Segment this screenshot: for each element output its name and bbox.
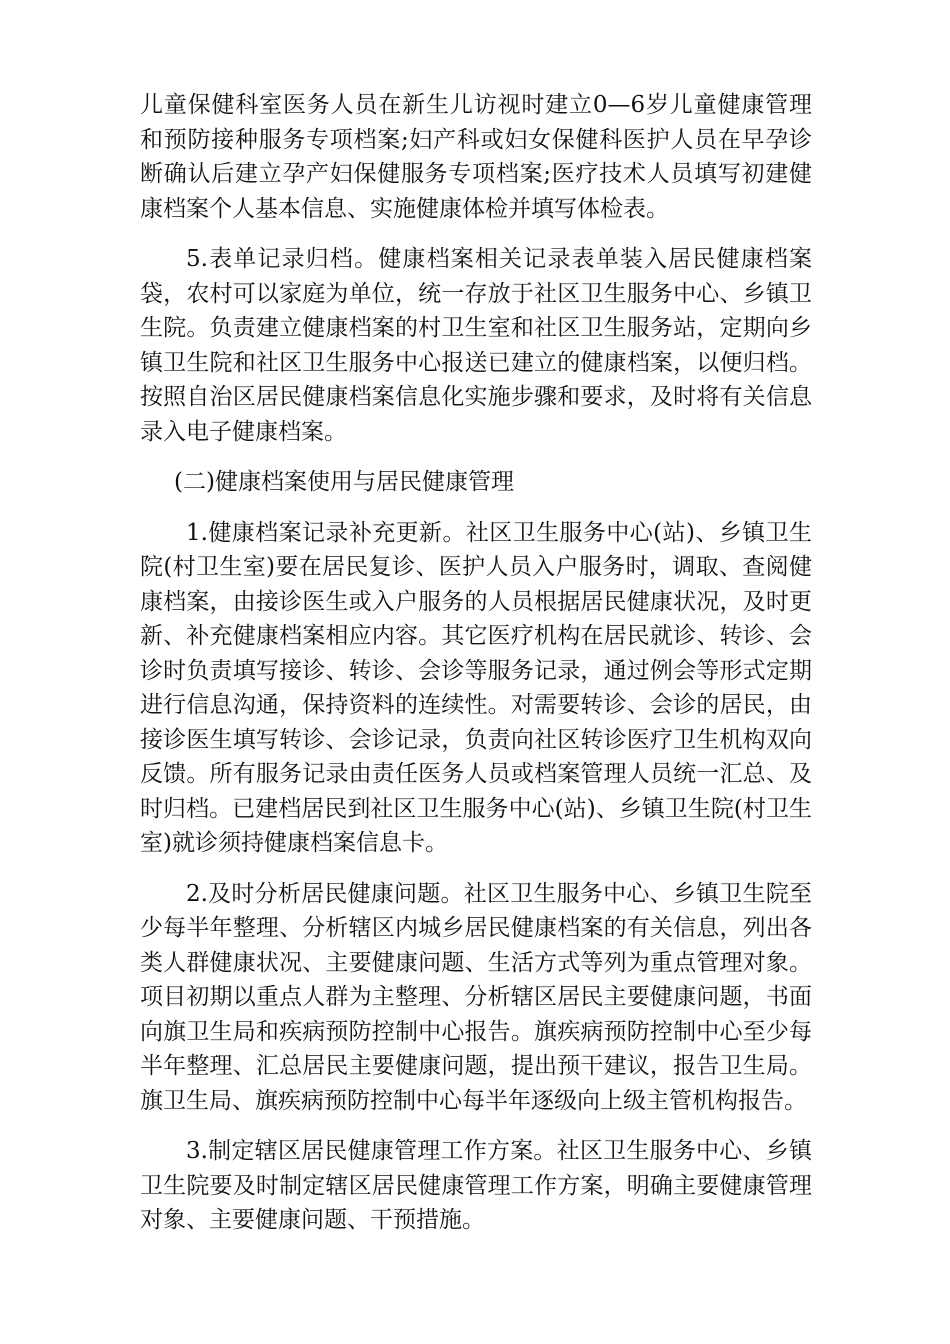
paragraph-health-analysis: 2.及时分析居民健康问题。社区卫生服务中心、乡镇卫生院至少每半年整理、分析辖区内城乡居民健康档案的有关信息，列出各类人群健康状况、主要健康问题、生活方式等列为重点管理对象。项目初期以重点人群为主整理、分析辖区居民主要健康问题，书面向旗卫生局和疾病预防控制中心报告。旗疾病预防控制中心至少每半年整理、汇总居民主要健康问题，提出预干建议，报告卫生局。旗卫生局、旗疾病预防控制中心每半年逐级向上级主管机构报告。 — [140, 880, 812, 1114]
paragraph-child-health-archives: 儿童保健科室医务人员在新生儿访视时建立0—6岁儿童健康管理和预防接种服务专项档案;妇产科或妇女保健科医护人员在早孕诊断确认后建立孕产妇保健服务专项档案;医疗技术人员填写初建健康档案个人基本信息、实施健康体检并填写体检表。 — [140, 92, 812, 222]
paragraph-record-update: 1.健康档案记录补充更新。社区卫生服务中心(站)、乡镇卫生院(村卫生室)要在居民复诊、医护人员入户服务时，调取、查阅健康档案，由接诊医生或入户服务的人员根据居民健康状况，及时更新、补充健康档案相应内容。其它医疗机构在居民就诊、转诊、会诊时负责填写接诊、转诊、会诊等服务记录，通过例会等形式定期进行信息沟通，保持资料的连续性。对需要转诊、会诊的居民，由接诊医生填写转诊、会诊记录，负责向社区转诊医疗卫生机构双向反馈。所有服务记录由责任医务人员或档案管理人员统一汇总、及时归档。已建档居民到社区卫生服务中心(站)、乡镇卫生院(村卫生室)就诊须持健康档案信息卡。 — [140, 519, 812, 856]
paragraph-management-plan: 3.制定辖区居民健康管理工作方案。社区卫生服务中心、乡镇卫生院要及时制定辖区居民健康管理工作方案，明确主要健康管理对象、主要健康问题、干预措施。 — [140, 1138, 812, 1233]
document-page — [140, 88, 812, 1254]
paragraph-form-archiving: 5.表单记录归档。健康档案相关记录表单装入居民健康档案袋，农村可以家庭为单位，统一存放于社区卫生服务中心、乡镇卫生院。负责建立健康档案的村卫生室和社区卫生服务站，定期向乡镇卫生院和社区卫生服务中心报送已建立的健康档案，以便归档。按照自治区居民健康档案信息化实施步骤和要求，及时将有关信息录入电子健康档案。 — [140, 246, 812, 445]
section-heading-archive-use: (二)健康档案使用与居民健康管理 — [174, 469, 514, 495]
